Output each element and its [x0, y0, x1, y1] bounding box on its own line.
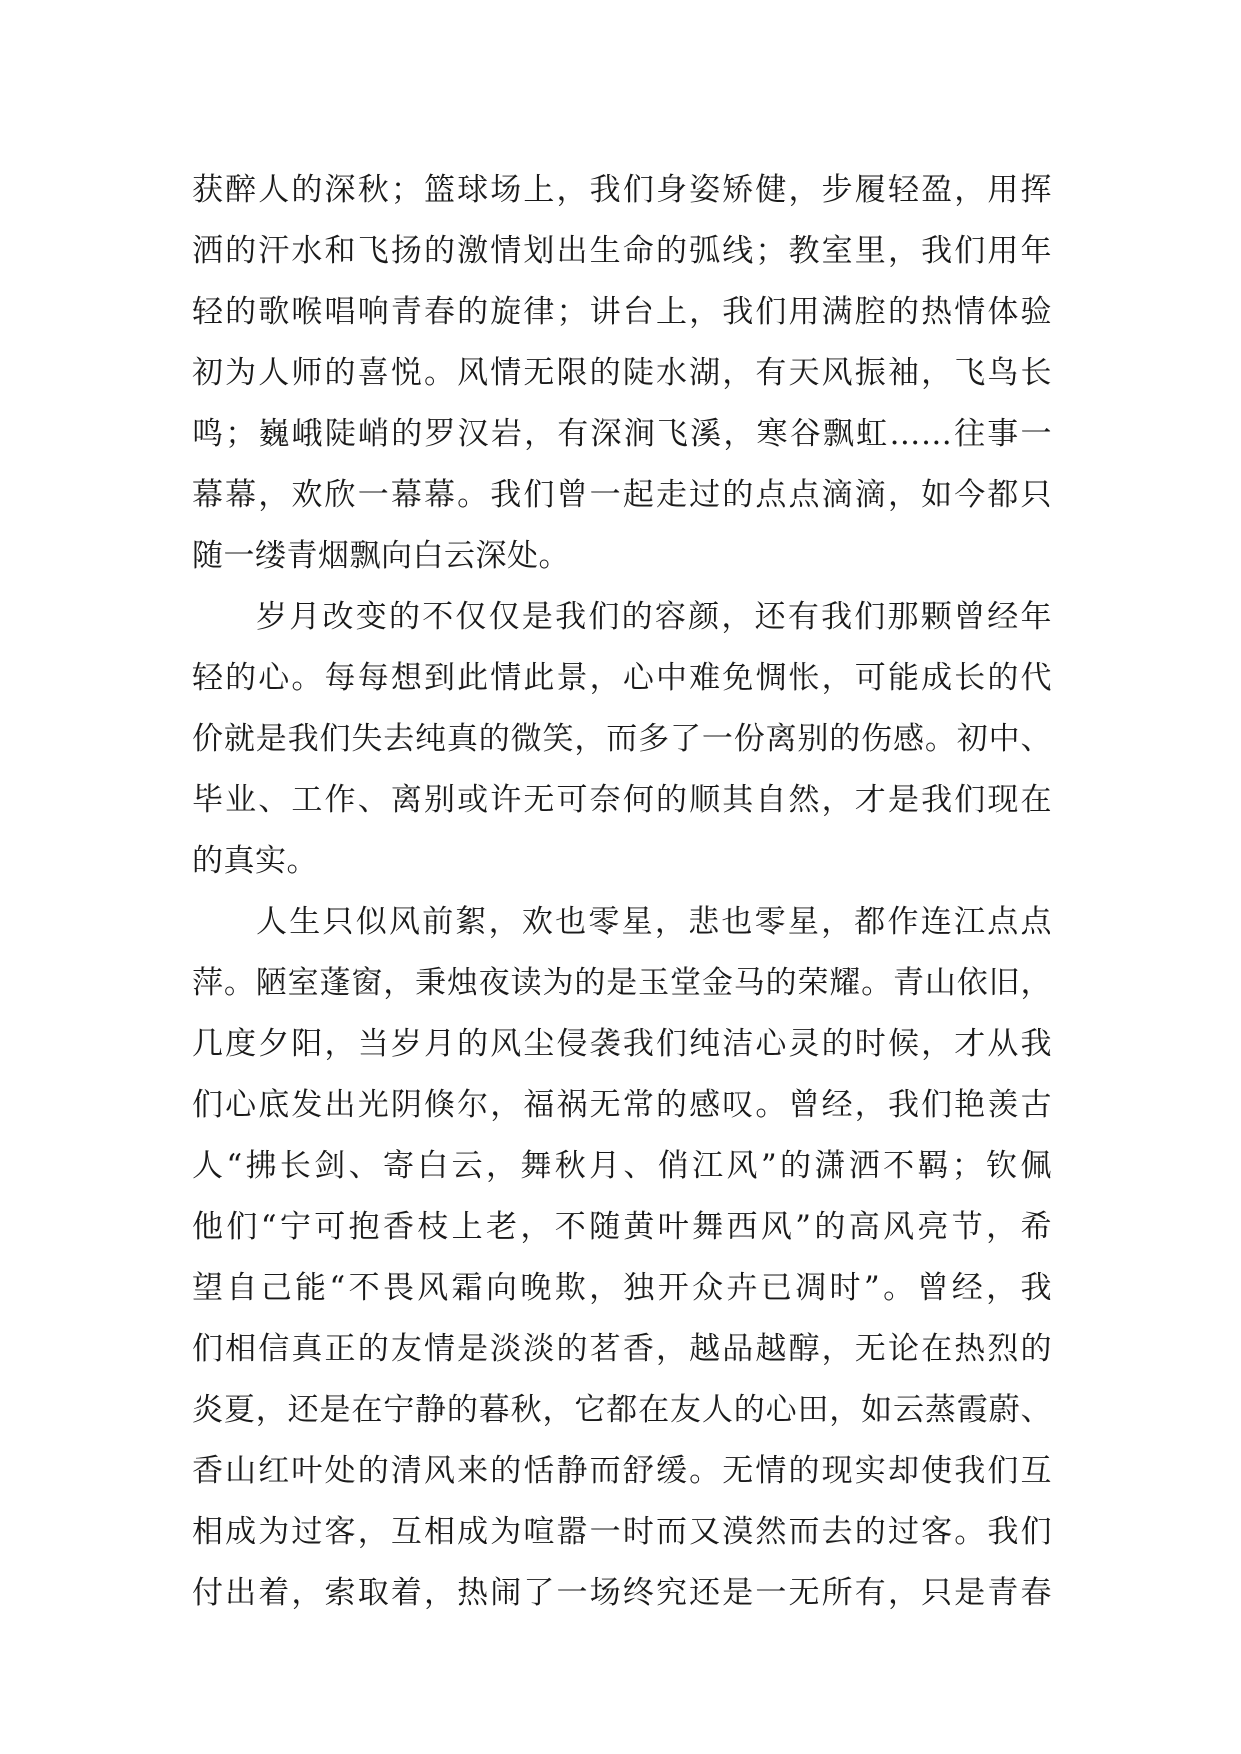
text-line: 人“拂长剑、寄白云，舞秋月、俏江风”的潇洒不羁；钦佩	[192, 1148, 1052, 1184]
text-line: 毕业、工作、离别或许无可奈何的顺其自然，才是我们现在	[192, 782, 1052, 818]
text-line: 相成为过客，互相成为喧嚣一时而又漠然而去的过客。我们	[192, 1514, 1052, 1550]
text-line: 洒的汗水和飞扬的激情划出生命的弧线；教室里，我们用年	[192, 233, 1052, 269]
text-line: 幕幕，欢欣一幕幕。我们曾一起走过的点点滴滴，如今都只	[192, 477, 1052, 513]
text-line: 们心底发出光阴倏尔，福祸无常的感叹。曾经，我们艳羡古	[192, 1087, 1052, 1123]
body-text	[192, 160, 1052, 1624]
text-line: 香山红叶处的清风来的恬静而舒缓。无情的现实却使我们互	[192, 1453, 1052, 1489]
text-line: 的真实。	[192, 843, 318, 879]
text-line: 炎夏，还是在宁静的暮秋，它都在友人的心田，如云蒸霞蔚、	[192, 1392, 1052, 1428]
text-line: 几度夕阳，当岁月的风尘侵袭我们纯洁心灵的时候，才从我	[192, 1026, 1052, 1062]
text-line: 初为人师的喜悦。风情无限的陡水湖，有天风振袖，飞鸟长	[192, 355, 1052, 391]
text-line: 付出着，索取着，热闹了一场终究还是一无所有，只是青春	[192, 1575, 1052, 1611]
text-line: 们相信真正的友情是淡淡的茗香，越品越醇，无论在热烈的	[192, 1331, 1052, 1367]
text-line: 岁月改变的不仅仅是我们的容颜，还有我们那颗曾经年	[256, 599, 1052, 635]
paragraph-1	[192, 160, 1052, 587]
text-line: 萍。陋室蓬窗，秉烛夜读为的是玉堂金马的荣耀。青山依旧，	[192, 965, 1052, 1001]
text-line: 价就是我们失去纯真的微笑，而多了一份离别的伤感。初中、	[192, 721, 1052, 757]
text-line: 鸣；巍峨陡峭的罗汉岩，有深涧飞溪，寒谷飘虹……往事一	[192, 416, 1052, 452]
paragraph-3	[192, 892, 1052, 1624]
text-line: 获醉人的深秋；篮球场上，我们身姿矫健，步履轻盈，用挥	[192, 172, 1052, 208]
paragraph-2	[192, 587, 1052, 892]
text-line: 望自己能“不畏风霜向晚欺，独开众卉已凋时”。曾经，我	[192, 1270, 1052, 1306]
text-line: 轻的心。每每想到此情此景，心中难免惆怅，可能成长的代	[192, 660, 1052, 696]
text-line: 人生只似风前絮，欢也零星，悲也零星，都作连江点点	[256, 904, 1052, 940]
text-line: 随一缕青烟飘向白云深处。	[192, 538, 570, 574]
text-line: 他们“宁可抱香枝上老，不随黄叶舞西风”的高风亮节，希	[192, 1209, 1052, 1245]
text-line: 轻的歌喉唱响青春的旋律；讲台上，我们用满腔的热情体验	[192, 294, 1052, 330]
